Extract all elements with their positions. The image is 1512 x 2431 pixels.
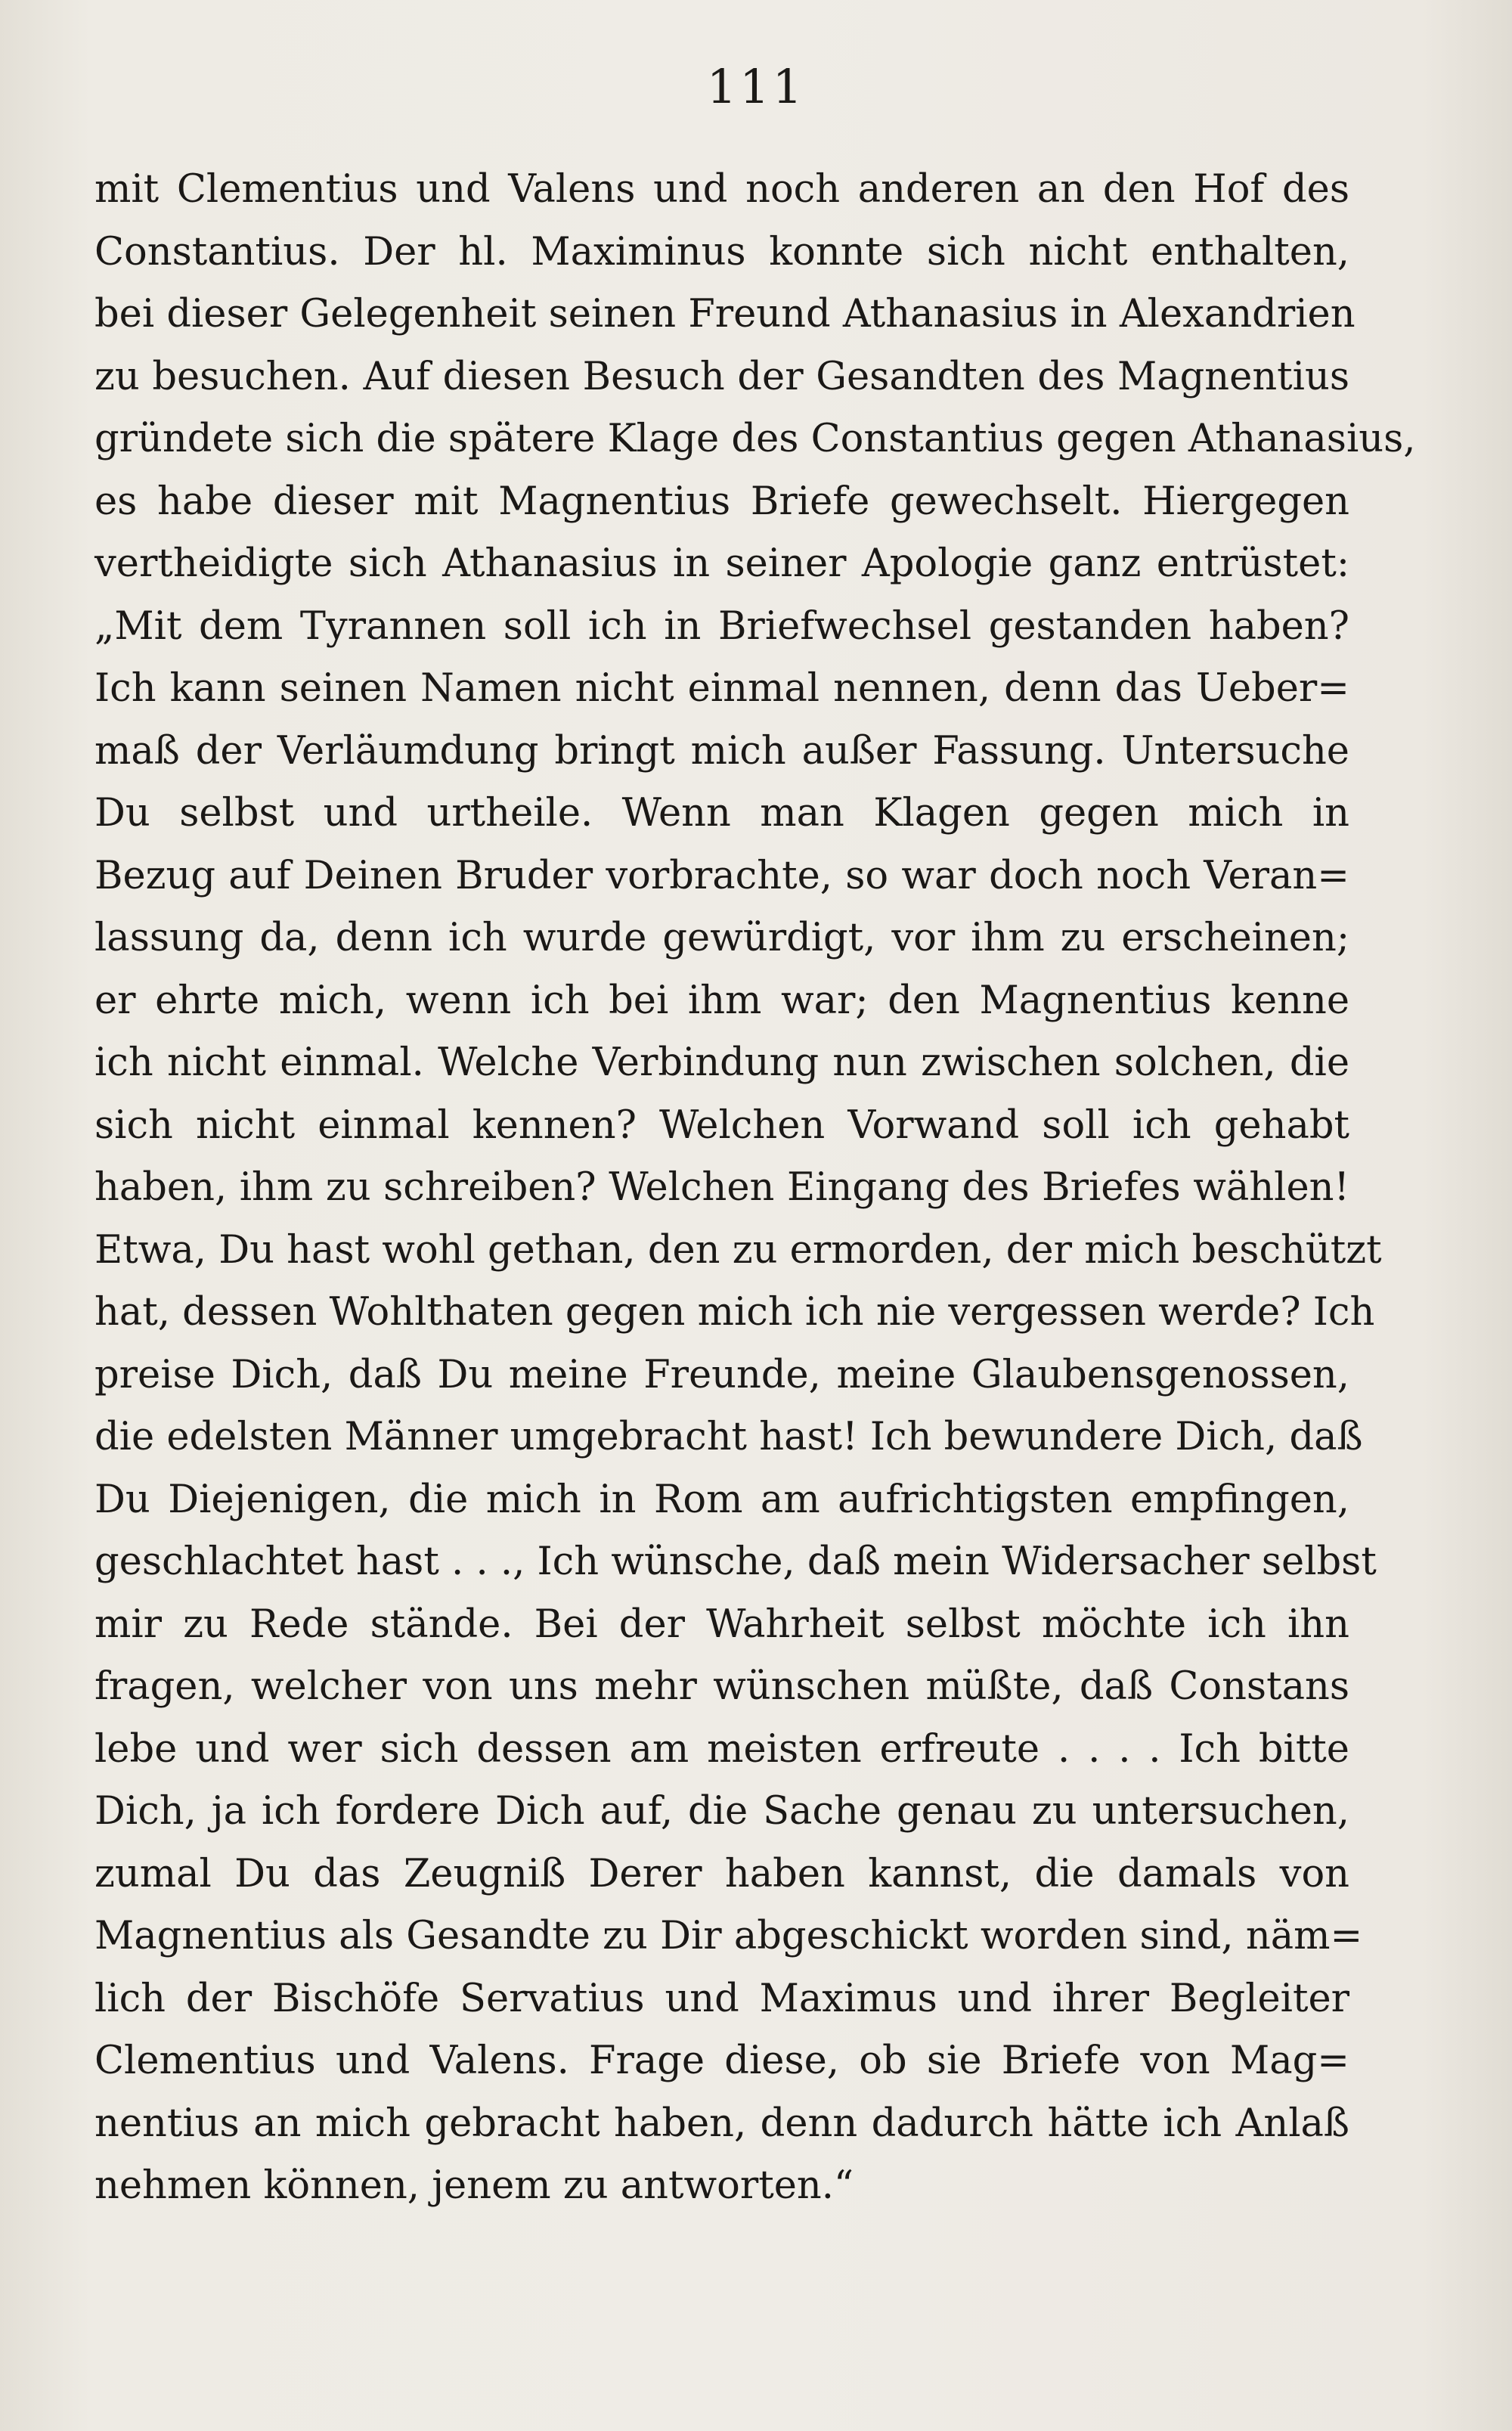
text-line: Du selbst und urtheile. Wenn man Klagen gegen mich in: [94, 791, 1349, 836]
text-line: hat, dessen Wohlthaten gegen mich ich nie vergessen werde? Ich: [94, 1290, 1375, 1335]
text-line: gründete sich die spätere Klage des Constantius gegen Athanasius,: [94, 417, 1416, 461]
text-line: Magnentius als Gesandte zu Dir abgeschickt worden sind, näm=: [94, 1914, 1363, 1958]
text-line: mit Clementius und Valens und noch anderen an den Hof des: [94, 167, 1349, 212]
text-line: lassung da, denn ich wurde gewürdigt, vor ihm zu erscheinen;: [94, 916, 1349, 960]
text-line: Constantius. Der hl. Maximinus konnte sich nicht enthalten,: [94, 229, 1349, 274]
text-line: Dich, ja ich fordere Dich auf, die Sache genau zu untersuchen,: [94, 1789, 1349, 1834]
text-line: preise Dich, daß Du meine Freunde, meine Glaubensgenossen,: [94, 1352, 1349, 1397]
text-line: zumal Du das Zeugniß Derer haben kannst, die damals von: [94, 1851, 1349, 1896]
text-line: nehmen können, jenem zu antworten.“: [94, 2163, 854, 2208]
text-line: ich nicht einmal. Welche Verbindung nun zwischen solchen, die: [94, 1040, 1349, 1085]
text-line: bei dieser Gelegenheit seinen Freund Athanasius in Alexandrien: [94, 292, 1356, 336]
text-line: mir zu Rede stände. Bei der Wahrheit selbst möchte ich ihn: [94, 1602, 1349, 1647]
text-line: vertheidigte sich Athanasius in seiner Apologie ganz entrüstet:: [94, 541, 1349, 586]
text-line: die edelsten Männer umgebracht hast! Ich bewundere Dich, daß: [94, 1415, 1363, 1459]
text-line: lebe und wer sich dessen am meisten erfreute . . . . Ich bitte: [94, 1726, 1349, 1772]
text-line: „Mit dem Tyrannen soll ich in Briefwechsel gestanden haben?: [94, 603, 1349, 649]
text-line: Du Diejenigen, die mich in Rom am aufrichtigsten empfingen,: [94, 1477, 1349, 1522]
text-line: sich nicht einmal kennen? Welchen Vorwand soll ich gehabt: [94, 1102, 1349, 1148]
text-line: zu besuchen. Auf diesen Besuch der Gesandten des Magnentius: [94, 354, 1349, 399]
text-line: nentius an mich gebracht haben, denn dadurch hätte ich Anlaß: [94, 2101, 1349, 2146]
text-line: lich der Bischöfe Servatius und Maximus und ihrer Begleiter: [94, 1976, 1349, 2021]
text-line: Ich kann seinen Namen nicht einmal nennen, denn das Ueber=: [94, 666, 1349, 711]
text-line: es habe dieser mit Magnentius Briefe gewechselt. Hiergegen: [94, 479, 1349, 524]
text-line: haben, ihm zu schreiben? Welchen Eingang des Briefes wählen!: [94, 1165, 1349, 1210]
text-line: geschlachtet hast . . ., Ich wünsche, daß mein Widersacher selbst: [94, 1540, 1377, 1584]
text-line: Etwa, Du hast wohl gethan, den zu ermorden, der mich beschützt: [94, 1227, 1382, 1273]
text-line: Clementius und Valens. Frage diese, ob sie Briefe von Mag=: [94, 2039, 1349, 2083]
text-line: fragen, welcher von uns mehr wünschen müßte, daß Constans: [94, 1664, 1349, 1709]
page-number: 111: [706, 59, 806, 114]
text-line: Bezug auf Deinen Bruder vorbrachte, so war doch noch Veran=: [94, 853, 1349, 898]
body-text: [94, 159, 1416, 2218]
text-line: er ehrte mich, wenn ich bei ihm war; den Magnentius kenne: [94, 978, 1349, 1023]
text-line: maß der Verläumdung bringt mich außer Fassung. Untersuche: [94, 728, 1349, 774]
